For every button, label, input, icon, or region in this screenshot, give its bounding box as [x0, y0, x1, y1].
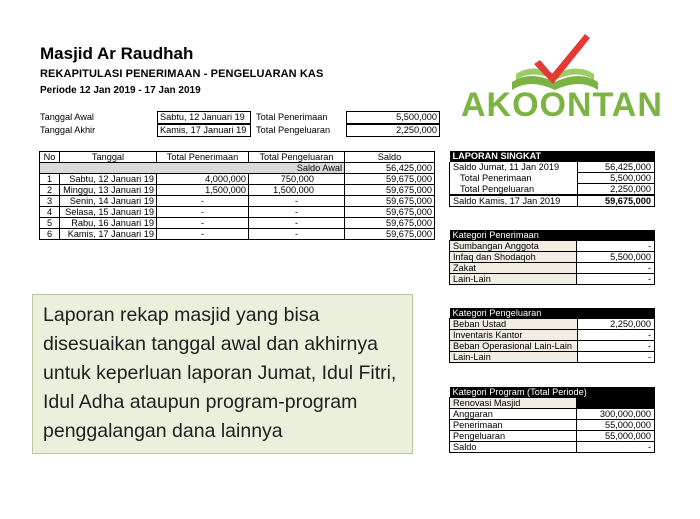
kategori-penerimaan-title: Kategori Penerimaan	[450, 230, 655, 241]
row-no: 4	[40, 207, 60, 218]
prog-label: Saldo	[450, 442, 577, 453]
row-pengeluaran: -	[249, 196, 345, 207]
saldo-awal-value: 56,425,000	[345, 163, 435, 174]
kp-label: Zakat	[450, 263, 577, 274]
row-saldo: 59,675,000	[345, 229, 435, 240]
row-pengeluaran: 1,500,000	[249, 185, 345, 196]
total-pengeluaran-value: 2,250,000	[346, 124, 440, 137]
row-saldo: 59,675,000	[345, 196, 435, 207]
total-penerimaan-value: 5,500,000	[346, 111, 440, 124]
kpg-value: -	[577, 352, 654, 363]
saldo-awal-row	[40, 163, 435, 174]
prog-value: 55,000,000	[577, 431, 655, 442]
row-penerimaan: -	[157, 229, 249, 240]
kpg-label: Beban Operasional Lain-Lain	[450, 341, 578, 352]
saldo-jumat-value: 56,425,000	[577, 162, 654, 173]
table-row	[40, 196, 435, 207]
row-saldo: 59,675,000	[345, 207, 435, 218]
lap-penerimaan-value: 5,500,000	[577, 173, 654, 184]
kpg-label: Inventaris Kantor	[450, 330, 578, 341]
kp-label: Sumbangan Anggota	[450, 241, 577, 252]
kp-value: 5,500,000	[577, 252, 655, 263]
row-no: 5	[40, 218, 60, 229]
prog-value: -	[577, 442, 655, 453]
saldo-jumat-label: Saldo Jumat, 11 Jan 2019	[450, 162, 578, 173]
prog-label: Pengeluaran	[450, 431, 577, 442]
kategori-program-title: Kategori Program (Total Periode)	[450, 387, 655, 398]
row-tanggal: Senin, 14 Januari 19	[60, 196, 157, 207]
row-tanggal: Kamis, 17 Januari 19	[60, 229, 157, 240]
lap-pengeluaran-label: Total Pengeluaran	[450, 184, 578, 196]
report-period: Periode 12 Jan 2019 - 17 Jan 2019	[40, 85, 201, 96]
report-subtitle: REKAPITULASI PENERIMAAN - PENGELUARAN KAS	[40, 68, 324, 80]
kpg-label: Lain-Lain	[450, 352, 578, 363]
laporan-singkat-table	[449, 151, 655, 207]
description-note: Laporan rekap masjid yang bisa disesuaikan tanggal awal dan akhirnya untuk keperluan laporan Jumat, Idul Fitri, Idul Adha ataupun program-program penggalangan dana lainnya	[32, 294, 413, 454]
saldo-awal-label: Saldo Awal	[40, 163, 345, 174]
row-tanggal: Sabtu, 12 Januari 19	[60, 174, 157, 185]
row-pengeluaran: -	[249, 218, 345, 229]
kpg-label: Beban Ustad	[450, 319, 578, 330]
row-penerimaan: -	[157, 218, 249, 229]
tanggal-awal-input[interactable]: Sabtu, 12 Januari 19	[157, 111, 251, 124]
table-row	[40, 207, 435, 218]
col-saldo-header: Saldo	[345, 152, 435, 163]
table-header-row	[40, 152, 435, 163]
tanggal-akhir-input[interactable]: Kamis, 17 Januari 19	[157, 124, 251, 137]
table-row	[40, 229, 435, 240]
row-saldo: 59,675,000	[345, 218, 435, 229]
kp-value: -	[577, 241, 655, 252]
row-no: 3	[40, 196, 60, 207]
table-row	[40, 174, 435, 185]
kategori-pengeluaran-title: Kategori Pengeluaran	[450, 308, 655, 319]
row-no: 2	[40, 185, 60, 196]
row-pengeluaran: -	[249, 229, 345, 240]
total-pengeluaran-label: Total Pengeluaran	[256, 125, 331, 135]
kategori-program-table	[449, 387, 655, 453]
row-no: 1	[40, 174, 60, 185]
row-no: 6	[40, 229, 60, 240]
kp-label: Infaq dan Shodaqoh	[450, 252, 577, 263]
col-tanggal-header: Tanggal	[60, 152, 157, 163]
saldo-kamis-label: Saldo Kamis, 17 Jan 2019	[450, 195, 578, 207]
row-saldo: 59,675,000	[345, 185, 435, 196]
col-no-header: No	[40, 152, 60, 163]
lap-pengeluaran-value: 2,250,000	[577, 184, 654, 196]
row-pengeluaran: 750,000	[249, 174, 345, 185]
table-row	[40, 185, 435, 196]
tanggal-awal-label: Tanggal Awal	[40, 112, 94, 122]
col-penerimaan-header: Total Penerimaan	[157, 152, 249, 163]
total-penerimaan-label: Total Penerimaan	[256, 112, 328, 122]
prog-value: 300,000,000	[577, 409, 655, 420]
table-row	[40, 218, 435, 229]
prog-value: 55,000,000	[577, 420, 655, 431]
row-penerimaan: -	[157, 207, 249, 218]
col-pengeluaran-header: Total Pengeluaran	[249, 152, 345, 163]
lap-penerimaan-label: Total Penerimaan	[450, 173, 578, 184]
kategori-penerimaan-table	[449, 230, 655, 285]
program-name-select[interactable]: Renovasi Masjid	[450, 398, 577, 409]
row-penerimaan: 1,500,000	[157, 185, 249, 196]
row-tanggal: Selasa, 15 Januari 19	[60, 207, 157, 218]
tanggal-akhir-label: Tanggal Akhir	[40, 125, 96, 135]
row-penerimaan: -	[157, 196, 249, 207]
kpg-value: -	[577, 341, 654, 352]
kategori-pengeluaran-table	[449, 308, 655, 363]
row-tanggal: Minggu, 13 Januari 19	[60, 185, 157, 196]
rekap-table	[39, 151, 435, 240]
kpg-value: 2,250,000	[577, 319, 654, 330]
prog-label: Penerimaan	[450, 420, 577, 431]
page-title: Masjid Ar Raudhah	[40, 44, 194, 63]
laporan-singkat-title: LAPORAN SINGKAT	[450, 151, 655, 162]
kp-value: -	[577, 274, 655, 285]
row-tanggal: Rabu, 16 Januari 19	[60, 218, 157, 229]
kp-value: -	[577, 263, 655, 274]
row-pengeluaran: -	[249, 207, 345, 218]
logo-text: AKOONTAN	[461, 86, 663, 124]
prog-label: Anggaran	[450, 409, 577, 420]
row-saldo: 59,675,000	[345, 174, 435, 185]
kpg-value: -	[577, 330, 654, 341]
row-penerimaan: 4,000,000	[157, 174, 249, 185]
saldo-kamis-value: 59,675,000	[577, 195, 654, 207]
kp-label: Lain-Lain	[450, 274, 577, 285]
